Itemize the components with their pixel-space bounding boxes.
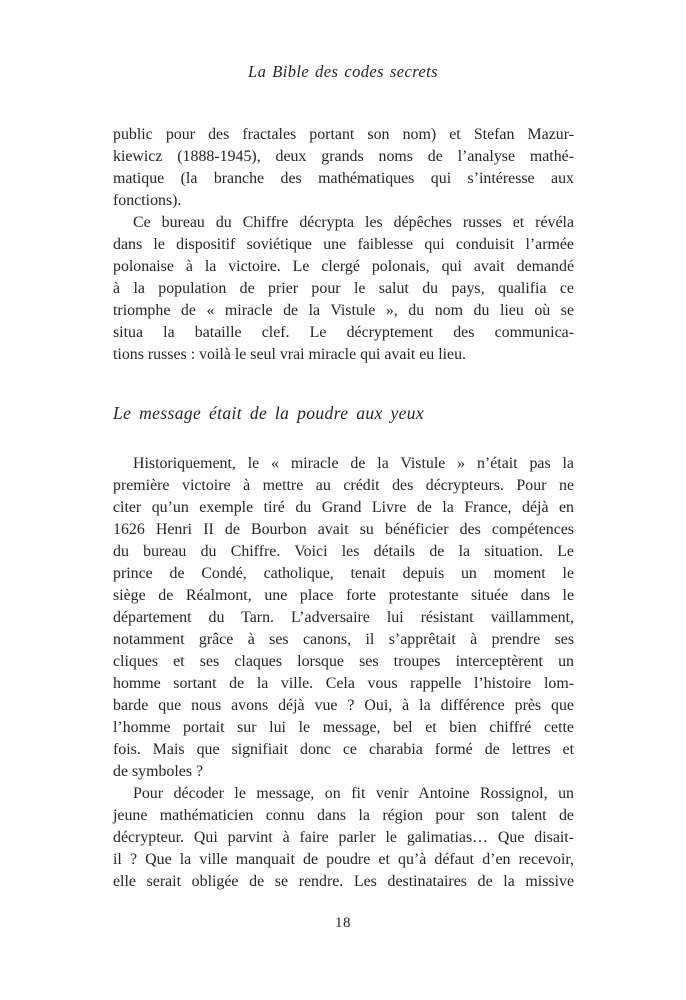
running-head: La Bible des codes secrets [248,62,438,81]
text-line: fois. Mais que signifiait donc ce charabia formé de lettres et [113,741,574,758]
text-line: prince de Condé, catholique, tenait depuis un moment le [113,565,574,582]
text-line: siège de Réalmont, une place forte protestante située dans le [113,587,574,604]
text-line: citer qu’un exemple tiré du Grand Livre de la France, déjà en [113,499,574,516]
text-line: il ? Que la ville manquait de poudre et qu’à défaut d’en recevoir, [113,851,574,868]
text-line: Ce bureau du Chiffre décrypta les dépêches russes et révéla [133,214,574,231]
text-line: du bureau du Chiffre. Voici les détails de la situation. Le [113,543,574,560]
text-line: jeune mathématicien connu dans la région pour son talent de [113,807,574,824]
text-line: département du Tarn. L’adversaire lui résistant vaillamment, [113,609,574,626]
text-line: fonctions). [113,192,182,209]
text-line: kiewicz (1888-1945), deux grands noms de l’analyse mathé- [113,148,574,165]
text-line: décrypteur. Qui parvint à faire parler le galimatias… Que disait- [113,829,574,846]
text-line: notamment grâce à ses canons, il s’apprêtait à prendre ses [113,631,574,648]
text-line: cliques et ses claques lorsque ses troupes interceptèrent un [113,653,574,670]
text-line: triomphe de « miracle de la Vistule », du nom du lieu où se [113,302,574,319]
text-line: elle serait obligée de se rendre. Les destinataires de la missive [113,873,574,890]
text-line: barde que nous avons déjà vue ? Oui, à la différence près que [113,697,574,714]
text-line: polonaise à la victoire. Le clergé polonais, qui avait demandé [113,258,574,275]
text-line: première victoire à mettre au crédit des décrypteurs. Pour ne [113,477,574,494]
text-line: Historiquement, le « miracle de la Vistule » n’était pas la [133,455,574,472]
text-line: 1626 Henri II de Bourbon avait su bénéficier des compétences [113,521,574,538]
page-number: 18 [335,915,351,931]
text-line: tions russes : voilà le seul vrai miracle qui avait eu lieu. [113,346,467,363]
text-line: public pour des fractales portant son nom) et Stefan Mazur- [113,126,574,143]
text-line: situa la bataille clef. Le décryptement des communica- [113,324,574,341]
text-line: de symboles ? [113,763,204,780]
text-line: Pour décoder le message, on fit venir Antoine Rossignol, un [133,785,574,802]
text-line: dans le dispositif soviétique une faiblesse qui conduisit l’armée [113,236,574,253]
text-line: matique (la branche des mathématiques qui s’intéresse aux [113,170,574,187]
section-heading: Le message était de la poudre aux yeux [113,403,425,423]
text-column [113,124,574,893]
text-line: l’homme portait sur lui le message, bel et bien chiffré cette [113,719,574,736]
text-line: homme sortant de la ville. Cela vous rappelle l’histoire lom- [113,675,574,692]
text-line: à la population de prier pour le salut du pays, qualifia ce [113,280,574,297]
